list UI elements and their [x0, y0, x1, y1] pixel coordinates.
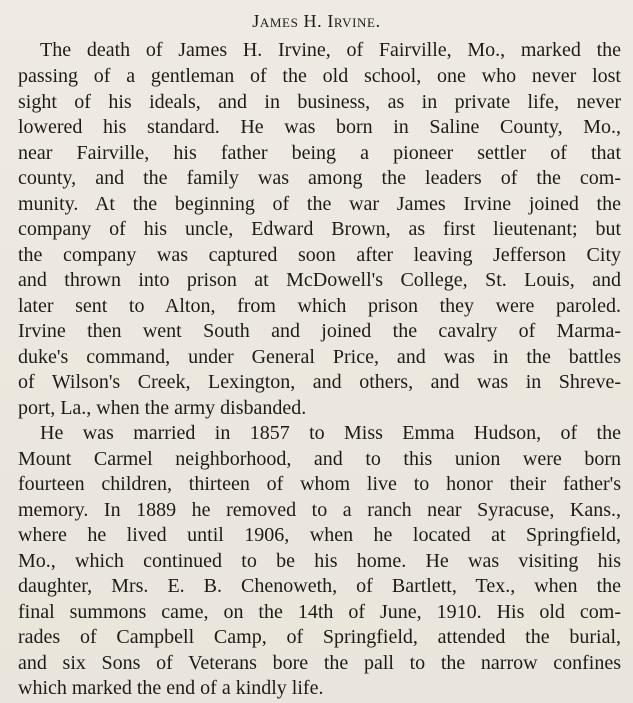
text-line: Mo., which continued to be his home. He was visiting his — [18, 550, 621, 572]
text-line: and six Sons of Veterans bore the pall to the narrow confines — [18, 652, 621, 674]
text-line: near Fairville, his father being a pioneer settler of that — [18, 142, 621, 164]
article-body — [18, 0, 621, 703]
text-line: duke's command, under General Price, and was in the battles — [18, 346, 621, 368]
article-title: James H. Irvine. — [252, 11, 381, 31]
text-line: Irvine then went South and joined the cavalry of Marma- — [18, 320, 621, 342]
text-line: lowered his standard. He was born in Saline County, Mo., — [18, 116, 621, 138]
text-line: rades of Campbell Camp, of Springfield, attended the burial, — [18, 626, 621, 648]
text-line: where he lived until 1906, when he located at Springfield, — [18, 524, 621, 546]
text-line: later sent to Alton, from which prison they were paroled. — [18, 295, 621, 317]
text-line: fourteen children, thirteen of whom live to honor their father's — [18, 473, 621, 495]
text-line: munity. At the beginning of the war James Irvine joined the — [18, 193, 621, 215]
text-line: memory. In 1889 he removed to a ranch near Syracuse, Kans., — [18, 499, 621, 521]
text-line: of Wilson's Creek, Lexington, and others, and was in Shreve- — [18, 371, 621, 393]
text-line: The death of James H. Irvine, of Fairville, Mo., marked the — [40, 39, 621, 61]
text-line: port, La., when the army disbanded. — [18, 397, 307, 419]
text-line: daughter, Mrs. E. B. Chenoweth, of Bartlett, Tex., when the — [18, 575, 621, 597]
text-line: and thrown into prison at McDowell's College, St. Louis, and — [18, 269, 621, 291]
text-line: Mount Carmel neighborhood, and to this union were born — [18, 448, 621, 470]
text-line: sight of his ideals, and in business, as in private life, never — [18, 91, 621, 113]
text-line: which marked the end of a kindly life. — [18, 677, 324, 699]
text-line: passing of a gentleman of the old school, one who never lost — [18, 65, 621, 87]
text-line: He was married in 1857 to Miss Emma Hudson, of the — [40, 422, 621, 444]
text-line: company of his uncle, Edward Brown, as first lieutenant; but — [18, 218, 621, 240]
text-line: county, and the family was among the leaders of the com- — [18, 167, 621, 189]
text-line: the company was captured soon after leaving Jefferson City — [18, 244, 621, 266]
text-line: final summons came, on the 14th of June, 1910. His old com- — [18, 601, 621, 623]
